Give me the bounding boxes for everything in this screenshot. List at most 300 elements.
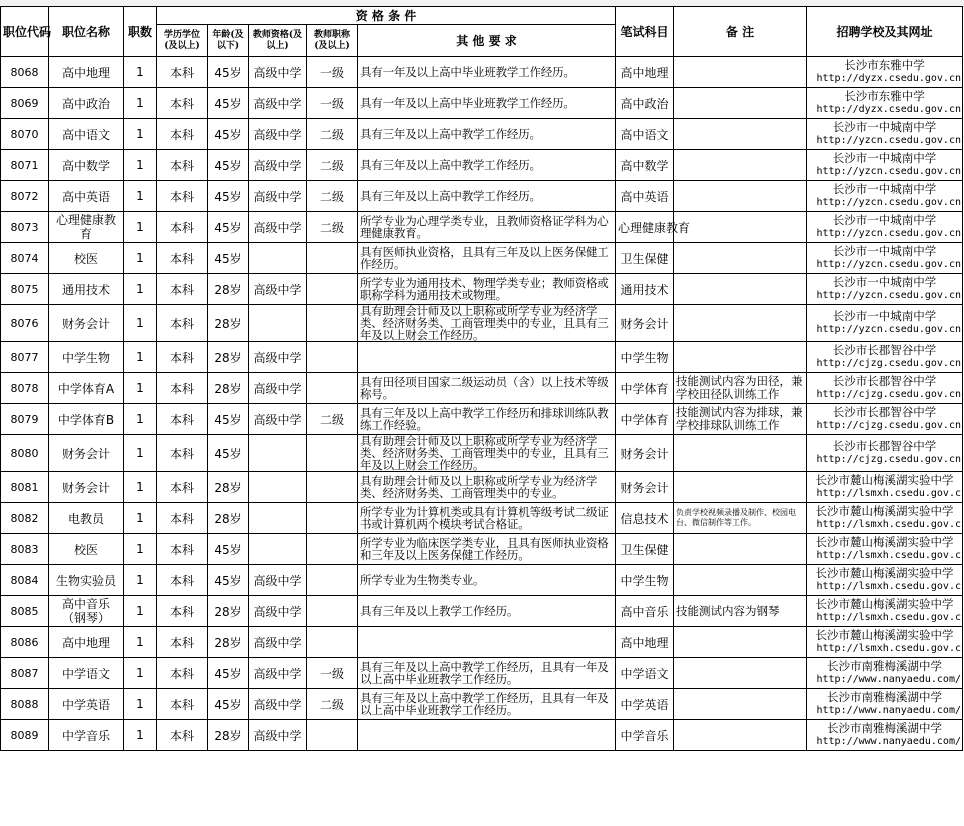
cell-teacher-cert: 高级中学 [249, 181, 307, 212]
cell-education: 本科 [157, 435, 208, 472]
cell-teacher-title: 一级 [307, 57, 358, 88]
table-row [1, 404, 963, 435]
cell-remarks: 负责学校视频录播及制作、校园电台、微信制作等工作。 [674, 503, 807, 534]
cell-remarks [674, 57, 807, 88]
cell-teacher-title [307, 472, 358, 503]
cell-education: 本科 [157, 305, 208, 342]
table-row [1, 503, 963, 534]
cell-count: 1 [124, 119, 157, 150]
cell-teacher-cert: 高级中学 [249, 404, 307, 435]
school-name: 长沙市一中城南中学 [832, 275, 937, 289]
cell-name: 心理健康教育 [49, 212, 124, 243]
cell-education: 本科 [157, 658, 208, 689]
cell-teacher-cert: 高级中学 [249, 658, 307, 689]
cell-teacher-cert: 高级中学 [249, 212, 307, 243]
header-remarks: 备 注 [674, 7, 807, 57]
cell-remarks [674, 435, 807, 472]
cell-name: 财务会计 [49, 472, 124, 503]
cell-code: 8081 [1, 472, 49, 503]
cell-other-requirements: 具有三年及以上教学工作经历。 [358, 596, 616, 627]
school-url-link[interactable]: http://yzcn.csedu.gov.cn [816, 166, 961, 177]
cell-other-requirements: 具有助理会计师及以上职称或所学专业为经济学类、经济财务类、工商管理类中的专业。 [358, 472, 616, 503]
cell-school [807, 181, 963, 212]
cell-code: 8076 [1, 305, 49, 342]
cell-code: 8084 [1, 565, 49, 596]
cell-other-requirements [358, 720, 616, 751]
table-row [1, 658, 963, 689]
school-name: 长沙市东雅中学 [844, 89, 925, 103]
cell-school [807, 342, 963, 373]
cell-remarks [674, 119, 807, 150]
header-qualifications: 资 格 条 件 [157, 7, 616, 25]
cell-age: 45岁 [208, 212, 249, 243]
cell-teacher-title: 一级 [307, 88, 358, 119]
cell-code: 8089 [1, 720, 49, 751]
cell-name: 财务会计 [49, 435, 124, 472]
cell-count: 1 [124, 274, 157, 305]
cell-other-requirements: 具有三年及以上高中教学工作经历。 [358, 150, 616, 181]
cell-education: 本科 [157, 373, 208, 404]
cell-name: 高中音乐（钢琴） [49, 596, 124, 627]
cell-teacher-cert: 高级中学 [249, 627, 307, 658]
cell-teacher-cert [249, 305, 307, 342]
cell-school [807, 472, 963, 503]
school-name: 长沙市长郡智谷中学 [832, 343, 937, 357]
cell-education: 本科 [157, 627, 208, 658]
cell-teacher-title: 二级 [307, 404, 358, 435]
cell-code: 8071 [1, 150, 49, 181]
cell-code: 8082 [1, 503, 49, 534]
table-row [1, 305, 963, 342]
header-age: 年龄(及以下) [208, 25, 249, 57]
cell-school [807, 534, 963, 565]
cell-school [807, 503, 963, 534]
school-url-link[interactable]: http://yzcn.csedu.gov.cn [816, 259, 961, 270]
school-url-link[interactable]: http://lsmxh.csedu.gov.c [816, 488, 961, 499]
cell-remarks [674, 243, 807, 274]
cell-school [807, 305, 963, 342]
table-row [1, 373, 963, 404]
cell-age: 45岁 [208, 565, 249, 596]
cell-other-requirements: 具有三年及以上高中教学工作经历。 [358, 181, 616, 212]
cell-education: 本科 [157, 472, 208, 503]
table-row [1, 212, 963, 243]
cell-other-requirements: 具有三年及以上高中教学工作经历，且具有一年及以上高中毕业班教学工作经历。 [358, 658, 616, 689]
cell-count: 1 [124, 57, 157, 88]
cell-teacher-title [307, 274, 358, 305]
school-name: 长沙市一中城南中学 [832, 182, 937, 196]
cell-teacher-cert: 高级中学 [249, 274, 307, 305]
cell-teacher-title [307, 305, 358, 342]
school-url-link[interactable]: http://lsmxh.csedu.gov.c [816, 643, 961, 654]
cell-other-requirements: 所学专业为临床医学类专业，且具有医师执业资格和三年及以上医务保健工作经历。 [358, 534, 616, 565]
cell-education: 本科 [157, 274, 208, 305]
cell-code: 8077 [1, 342, 49, 373]
cell-remarks [674, 534, 807, 565]
cell-code: 8069 [1, 88, 49, 119]
cell-remarks [674, 212, 807, 243]
school-url-link[interactable]: http://cjzg.csedu.gov.cn [816, 389, 961, 400]
school-url-link[interactable]: http://yzcn.csedu.gov.cn [816, 135, 961, 146]
header-school: 招聘学校及其网址 [807, 7, 963, 57]
school-name: 长沙市一中城南中学 [832, 151, 937, 165]
school-url-link[interactable]: http://yzcn.csedu.gov.cn [816, 324, 961, 335]
cell-age: 45岁 [208, 181, 249, 212]
school-name: 长沙市麓山梅溪湖实验中学 [815, 566, 954, 580]
school-url-link[interactable]: http://lsmxh.csedu.gov.c [816, 550, 961, 561]
cell-name: 高中地理 [49, 627, 124, 658]
cell-remarks [674, 658, 807, 689]
cell-count: 1 [124, 181, 157, 212]
school-name: 长沙市南雅梅溪湖中学 [827, 659, 942, 673]
cell-name: 高中数学 [49, 150, 124, 181]
cell-exam: 信息技术 [616, 503, 674, 534]
cell-exam: 中学体育 [616, 373, 674, 404]
cell-age: 45岁 [208, 658, 249, 689]
cell-teacher-title [307, 534, 358, 565]
cell-count: 1 [124, 472, 157, 503]
cell-remarks [674, 88, 807, 119]
cell-teacher-cert: 高级中学 [249, 565, 307, 596]
cell-age: 28岁 [208, 274, 249, 305]
cell-teacher-title: 一级 [307, 658, 358, 689]
cell-education: 本科 [157, 404, 208, 435]
header-education: 学历学位(及以上) [157, 25, 208, 57]
cell-education: 本科 [157, 243, 208, 274]
cell-other-requirements: 具有助理会计师及以上职称或所学专业为经济学类、经济财务类、工商管理类中的专业，且具有三年及以上财会工作经历。 [358, 305, 616, 342]
school-name: 长沙市一中城南中学 [832, 120, 937, 134]
school-url-link[interactable]: http://www.nanyaedu.com/ [816, 736, 961, 747]
cell-count: 1 [124, 720, 157, 751]
cell-other-requirements: 所学专业为心理学类专业，且教师资格证学科为心理健康教育。 [358, 212, 616, 243]
table-row [1, 342, 963, 373]
cell-teacher-cert [249, 472, 307, 503]
cell-school [807, 658, 963, 689]
cell-age: 45岁 [208, 243, 249, 274]
cell-exam: 中学英语 [616, 689, 674, 720]
cell-school [807, 404, 963, 435]
cell-remarks [674, 720, 807, 751]
header-teacher-cert: 教师资格(及以上) [249, 25, 307, 57]
cell-age: 28岁 [208, 342, 249, 373]
cell-other-requirements: 所学专业为计算机类或具有计算机等级考试二级证书或计算机两个模块考试合格证。 [358, 503, 616, 534]
cell-name: 财务会计 [49, 305, 124, 342]
cell-code: 8074 [1, 243, 49, 274]
cell-name: 校医 [49, 534, 124, 565]
table-row [1, 274, 963, 305]
cell-school [807, 627, 963, 658]
cell-teacher-title [307, 373, 358, 404]
cell-exam: 卫生保健 [616, 243, 674, 274]
cell-count: 1 [124, 373, 157, 404]
cell-education: 本科 [157, 720, 208, 751]
cell-education: 本科 [157, 88, 208, 119]
school-name: 长沙市麓山梅溪湖实验中学 [815, 504, 954, 518]
table-row [1, 596, 963, 627]
cell-other-requirements: 具有一年及以上高中毕业班教学工作经历。 [358, 57, 616, 88]
cell-age: 28岁 [208, 305, 249, 342]
cell-teacher-cert [249, 435, 307, 472]
school-name: 长沙市东雅中学 [844, 58, 925, 72]
cell-count: 1 [124, 150, 157, 181]
cell-other-requirements [358, 627, 616, 658]
cell-code: 8075 [1, 274, 49, 305]
cell-remarks [674, 689, 807, 720]
cell-teacher-title: 二级 [307, 689, 358, 720]
cell-teacher-cert: 高级中学 [249, 150, 307, 181]
table-row [1, 57, 963, 88]
cell-exam: 高中语文 [616, 119, 674, 150]
cell-teacher-cert: 高级中学 [249, 596, 307, 627]
cell-school [807, 720, 963, 751]
cell-code: 8073 [1, 212, 49, 243]
cell-code: 8079 [1, 404, 49, 435]
cell-other-requirements: 具有三年及以上高中教学工作经历和排球训练队教练工作经验。 [358, 404, 616, 435]
school-name: 长沙市麓山梅溪湖实验中学 [815, 628, 954, 642]
cell-teacher-title [307, 503, 358, 534]
cell-exam: 财务会计 [616, 435, 674, 472]
cell-other-requirements: 具有三年及以上高中教学工作经历。 [358, 119, 616, 150]
cell-code: 8070 [1, 119, 49, 150]
header-code: 职位代码 [1, 7, 49, 57]
school-name: 长沙市一中城南中学 [832, 213, 937, 227]
cell-name: 中学体育B [49, 404, 124, 435]
cell-age: 28岁 [208, 720, 249, 751]
cell-teacher-title: 二级 [307, 181, 358, 212]
cell-age: 45岁 [208, 534, 249, 565]
cell-exam: 财务会计 [616, 305, 674, 342]
cell-code: 8087 [1, 658, 49, 689]
cell-remarks: 技能测试内容为排球，兼学校排球队训练工作 [674, 404, 807, 435]
school-name: 长沙市麓山梅溪湖实验中学 [815, 597, 954, 611]
cell-education: 本科 [157, 503, 208, 534]
school-url-link[interactable]: http://cjzg.csedu.gov.cn [816, 454, 961, 465]
school-url-link[interactable]: http://dyzx.csedu.gov.cn [816, 104, 961, 115]
school-url-link[interactable]: http://lsmxh.csedu.gov.c [816, 612, 961, 623]
cell-code: 8080 [1, 435, 49, 472]
cell-other-requirements: 具有一年及以上高中毕业班教学工作经历。 [358, 88, 616, 119]
cell-age: 28岁 [208, 596, 249, 627]
cell-education: 本科 [157, 565, 208, 596]
cell-exam: 中学音乐 [616, 720, 674, 751]
cell-exam: 卫生保健 [616, 534, 674, 565]
cell-exam: 中学语文 [616, 658, 674, 689]
cell-age: 45岁 [208, 404, 249, 435]
cell-school [807, 435, 963, 472]
header-count: 职数 [124, 7, 157, 57]
cell-remarks [674, 150, 807, 181]
cell-code: 8083 [1, 534, 49, 565]
school-name: 长沙市南雅梅溪湖中学 [827, 690, 942, 704]
cell-teacher-title: 二级 [307, 150, 358, 181]
cell-other-requirements: 所学专业为生物类专业。 [358, 565, 616, 596]
cell-code: 8078 [1, 373, 49, 404]
table-row [1, 150, 963, 181]
cell-code: 8072 [1, 181, 49, 212]
cell-code: 8086 [1, 627, 49, 658]
cell-exam: 中学生物 [616, 342, 674, 373]
cell-teacher-cert: 高级中学 [249, 88, 307, 119]
cell-teacher-title [307, 565, 358, 596]
cell-education: 本科 [157, 212, 208, 243]
school-url-link[interactable]: http://dyzx.csedu.gov.cn [816, 73, 961, 84]
cell-education: 本科 [157, 57, 208, 88]
school-name: 长沙市南雅梅溪湖中学 [827, 721, 942, 735]
school-name: 长沙市麓山梅溪湖实验中学 [815, 473, 954, 487]
table-row [1, 181, 963, 212]
cell-count: 1 [124, 627, 157, 658]
cell-other-requirements [358, 342, 616, 373]
school-url-link[interactable]: http://yzcn.csedu.gov.cn [816, 290, 961, 301]
cell-age: 45岁 [208, 435, 249, 472]
school-url-link[interactable]: http://www.nanyaedu.com/ [816, 705, 961, 716]
school-url-link[interactable]: http://cjzg.csedu.gov.cn [816, 358, 961, 369]
recruitment-table [0, 6, 963, 751]
table-row [1, 435, 963, 472]
school-url-link[interactable]: http://yzcn.csedu.gov.cn [816, 228, 961, 239]
cell-count: 1 [124, 503, 157, 534]
cell-school [807, 373, 963, 404]
cell-code: 8088 [1, 689, 49, 720]
cell-teacher-cert [249, 534, 307, 565]
school-url-link[interactable]: http://lsmxh.csedu.gov.c [816, 519, 961, 530]
cell-education: 本科 [157, 534, 208, 565]
cell-age: 28岁 [208, 503, 249, 534]
cell-teacher-title: 二级 [307, 119, 358, 150]
table-row [1, 243, 963, 274]
cell-exam: 财务会计 [616, 472, 674, 503]
cell-name: 高中政治 [49, 88, 124, 119]
cell-count: 1 [124, 435, 157, 472]
cell-name: 中学音乐 [49, 720, 124, 751]
cell-school [807, 212, 963, 243]
cell-count: 1 [124, 689, 157, 720]
cell-remarks [674, 274, 807, 305]
cell-education: 本科 [157, 342, 208, 373]
cell-other-requirements: 具有三年及以上高中教学工作经历，且具有一年及以上高中毕业班教学工作经历。 [358, 689, 616, 720]
cell-count: 1 [124, 212, 157, 243]
cell-education: 本科 [157, 119, 208, 150]
cell-teacher-cert: 高级中学 [249, 342, 307, 373]
cell-exam: 中学生物 [616, 565, 674, 596]
header-teacher-title: 教师职称(及以上) [307, 25, 358, 57]
table-row [1, 689, 963, 720]
cell-name: 中学英语 [49, 689, 124, 720]
cell-school [807, 57, 963, 88]
cell-teacher-title [307, 435, 358, 472]
cell-teacher-title [307, 720, 358, 751]
cell-name: 生物实验员 [49, 565, 124, 596]
cell-remarks [674, 472, 807, 503]
school-name: 长沙市麓山梅溪湖实验中学 [815, 535, 954, 549]
school-name: 长沙市长郡智谷中学 [832, 439, 937, 453]
cell-other-requirements: 所学专业为通用技术、物理学类专业；教师资格或职称学科为通用技术或物理。 [358, 274, 616, 305]
cell-school [807, 596, 963, 627]
cell-age: 45岁 [208, 57, 249, 88]
cell-age: 45岁 [208, 119, 249, 150]
cell-name: 高中英语 [49, 181, 124, 212]
cell-teacher-cert: 高级中学 [249, 689, 307, 720]
cell-code: 8068 [1, 57, 49, 88]
cell-teacher-cert [249, 503, 307, 534]
cell-exam: 高中英语 [616, 181, 674, 212]
cell-exam: 高中政治 [616, 88, 674, 119]
school-url-link[interactable]: http://lsmxh.csedu.gov.c [816, 581, 961, 592]
table-row [1, 565, 963, 596]
table-row [1, 627, 963, 658]
school-url-link[interactable]: http://cjzg.csedu.gov.cn [816, 420, 961, 431]
cell-remarks [674, 342, 807, 373]
table-row [1, 88, 963, 119]
cell-education: 本科 [157, 181, 208, 212]
cell-name: 电教员 [49, 503, 124, 534]
cell-teacher-cert: 高级中学 [249, 57, 307, 88]
cell-school [807, 689, 963, 720]
cell-exam: 心理健康教育 [616, 212, 674, 243]
school-name: 长沙市长郡智谷中学 [832, 374, 937, 388]
cell-school [807, 150, 963, 181]
cell-name: 高中语文 [49, 119, 124, 150]
cell-school [807, 88, 963, 119]
cell-teacher-cert: 高级中学 [249, 119, 307, 150]
table-row [1, 119, 963, 150]
cell-age: 45岁 [208, 150, 249, 181]
cell-exam: 高中音乐 [616, 596, 674, 627]
cell-count: 1 [124, 565, 157, 596]
cell-age: 28岁 [208, 627, 249, 658]
cell-other-requirements: 具有田径项目国家二级运动员（含）以上技术等级称号。 [358, 373, 616, 404]
cell-exam: 中学体育 [616, 404, 674, 435]
school-name: 长沙市一中城南中学 [832, 244, 937, 258]
cell-age: 45岁 [208, 689, 249, 720]
cell-age: 28岁 [208, 472, 249, 503]
cell-count: 1 [124, 243, 157, 274]
school-name: 长沙市一中城南中学 [832, 309, 937, 323]
cell-teacher-title: 二级 [307, 212, 358, 243]
header-other-requirements: 其 他 要 求 [358, 25, 616, 57]
cell-exam: 高中地理 [616, 57, 674, 88]
cell-other-requirements: 具有助理会计师及以上职称或所学专业为经济学类、经济财务类、工商管理类中的专业，且具有三年及以上财会工作经历。 [358, 435, 616, 472]
table-row [1, 720, 963, 751]
cell-code: 8085 [1, 596, 49, 627]
cell-education: 本科 [157, 689, 208, 720]
cell-exam: 通用技术 [616, 274, 674, 305]
cell-count: 1 [124, 658, 157, 689]
header-exam: 笔试科目 [616, 7, 674, 57]
cell-remarks [674, 181, 807, 212]
cell-teacher-title [307, 243, 358, 274]
cell-education: 本科 [157, 596, 208, 627]
cell-remarks [674, 565, 807, 596]
cell-count: 1 [124, 534, 157, 565]
cell-count: 1 [124, 342, 157, 373]
cell-teacher-title [307, 342, 358, 373]
header-name: 职位名称 [49, 7, 124, 57]
table-body [1, 57, 963, 751]
cell-education: 本科 [157, 150, 208, 181]
cell-count: 1 [124, 305, 157, 342]
cell-count: 1 [124, 88, 157, 119]
cell-count: 1 [124, 596, 157, 627]
cell-name: 中学语文 [49, 658, 124, 689]
cell-age: 45岁 [208, 88, 249, 119]
school-url-link[interactable]: http://yzcn.csedu.gov.cn [816, 197, 961, 208]
cell-name: 高中地理 [49, 57, 124, 88]
school-url-link[interactable]: http://www.nanyaedu.com/ [816, 674, 961, 685]
cell-exam: 高中地理 [616, 627, 674, 658]
cell-teacher-title [307, 627, 358, 658]
cell-remarks: 技能测试内容为钢琴 [674, 596, 807, 627]
